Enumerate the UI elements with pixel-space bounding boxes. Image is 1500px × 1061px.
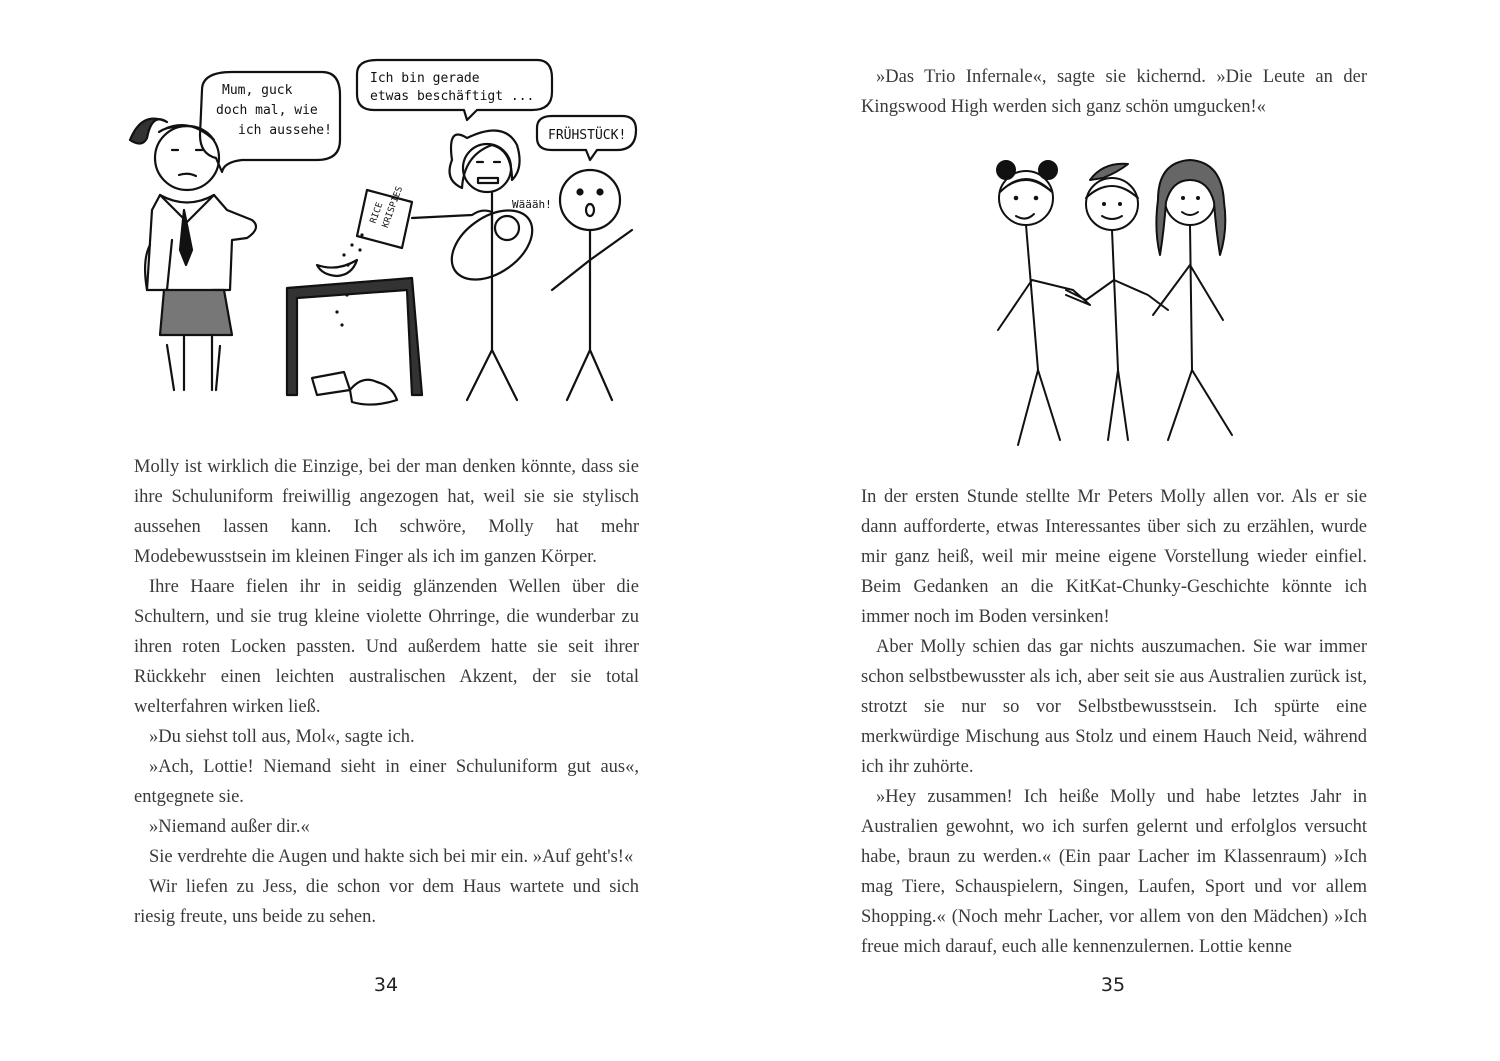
bubble-busy-line-1: Ich bin gerade [370,71,480,86]
page-number: 34 [373,974,399,996]
paragraph: Wir liefen zu Jess, die schon vor dem Haus wartete und sich riesig freute, uns beide zu sehen. [134,877,639,927]
bubble-mum-line-1: Mum, guck [222,83,293,98]
trio-stick-figures-illustration [828,140,1398,450]
cereal-box-label-1: RICE [368,201,386,225]
paragraph: »Ach, Lottie! Niemand sieht in einer Schuluniform gut aus«, entgegnete sie. [134,757,639,807]
paragraph: »Niemand außer dir.« [149,817,310,837]
right-page-text [861,482,1367,962]
baby-cry-label: Wäääh! [512,198,552,211]
bubble-fruehstueck: FRÜHSTÜCK! [548,128,627,143]
paragraph: Molly ist wirklich die Einzige, bei der man denken könnte, dass sie ihre Schuluniform freiwillig angezogen hat, weil sie sie stylisch aussehen lassen kann. Ich schwöre, Molly hat mehr Modebewusstsein im kleinen Finger als ich im ganzen Körper. [134,457,639,567]
paragraph: Ihre Haare fielen ihr in seidig glänzenden Wellen über die Schultern, und sie trug kleine violette Ohrringe, die wunderbar zu ihren roten Locken passten. Und außerdem hatte sie seit ihrer Rückkehr einen leichten australischen Akzent, der sie total welterfahren wirken ließ. [134,577,639,717]
paragraph: »Du siehst toll aus, Mol«, sagte ich. [149,727,415,747]
bubble-mum-line-3: ich aussehe! [238,123,332,138]
page-number: 35 [1100,974,1126,996]
bubble-mum-line-2: doch mal, wie [216,103,318,118]
left-page-text [134,452,639,932]
cereal-box-label-2: KRISPIES [380,185,406,230]
bubble-busy-line-2: etwas beschäftigt ... [370,89,535,104]
paragraph: Aber Molly schien das gar nichts auszumachen. Sie war immer schon selbstbewusster als ich, aber seit sie aus Australien zurück ist, strotzt sie nur so vor Selbstbewusstsein. Ich spürte eine merkwürdige Mischung aus Stolz und einem Hauch Neid, während ich ihr zuhörte. [861,637,1367,777]
paragraph: Sie verdrehte die Augen und hakte sich bei mir ein. »Auf geht's!« [149,847,634,867]
paragraph: In der ersten Stunde stellte Mr Peters Molly allen vor. Als er sie dann aufforderte, etwas Interessantes über sich zu erzählen, wurde mir ganz heiß, weil mir meine eigene Vorstellung wieder einfiel. Beim Gedanken an die KitKat-Chunky-Geschichte könnte ich immer noch im Boden versinken! [861,487,1367,627]
right-page [750,0,1500,1061]
paragraph: »Hey zusammen! Ich heiße Molly und habe letztes Jahr in Australien gewohnt, wo ich surfen gelernt und erfolglos versucht habe, braun zu werden.« (Ein paar Lacher im Klassenraum) »Ich mag Tiere, Schauspielern, Singen, Laufen, Sport und vor allem Shopping.« (Noch mehr Lacher, vor allem von den Mädchen) »Ich freue mich darauf, euch alle kennenzulernen. Lottie kenne [861,787,1367,957]
right-page-top-text [861,62,1367,122]
paragraph: »Das Trio Infernale«, sagte sie kichernd. »Die Leute an der Kingswood High werden sich ganz schön umgucken!« [861,67,1367,117]
breakfast-scene-illustration [112,50,642,420]
